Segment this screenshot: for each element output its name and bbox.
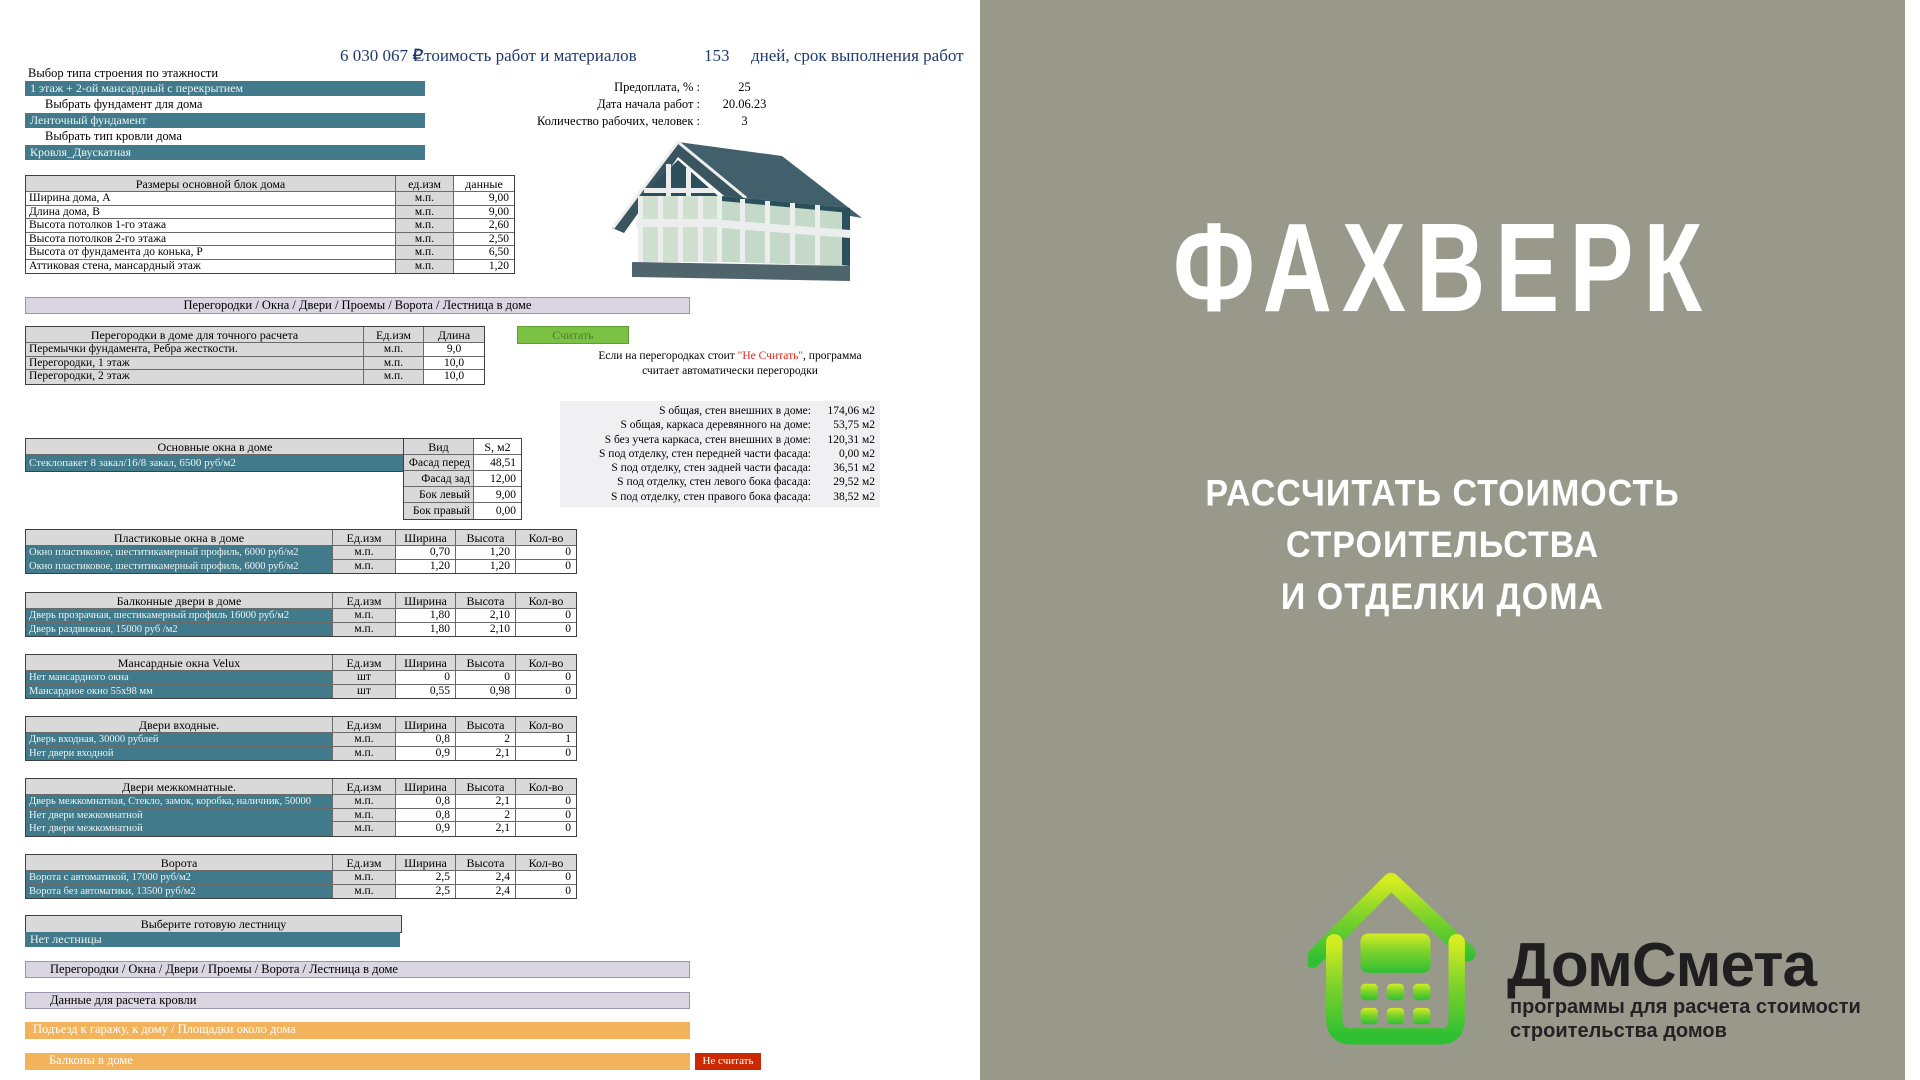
row-value[interactable]: 9,0 bbox=[424, 343, 484, 357]
table-row bbox=[26, 219, 514, 233]
row-unit: м.п. bbox=[364, 370, 424, 384]
table-header bbox=[26, 593, 576, 609]
table-title: Основные окна в доме bbox=[26, 439, 404, 455]
row-unit: м.п. bbox=[364, 343, 424, 357]
col-unit: Ед.изм bbox=[333, 779, 396, 795]
area-label: S общая, каркаса деревянного на доме: bbox=[620, 419, 811, 432]
item-height[interactable]: 0 bbox=[456, 671, 516, 685]
item-unit: шт bbox=[333, 671, 396, 685]
start-date-label: Дата начала работ : bbox=[597, 97, 700, 111]
item-width[interactable]: 0,8 bbox=[396, 795, 456, 809]
workers-value[interactable]: 3 bbox=[741, 114, 748, 128]
item-name[interactable]: Мансардное окно 55х98 мм bbox=[26, 685, 333, 699]
selector-roof-type[interactable]: Кровля_Двускатная bbox=[25, 145, 425, 160]
glazing-item[interactable]: Стеклопакет 8 закал/16/8 закал, 6500 руб/м2 bbox=[26, 455, 404, 471]
item-width[interactable]: 1,80 bbox=[396, 609, 456, 623]
prepayment-value[interactable]: 25 bbox=[738, 80, 751, 94]
row-unit: м.п. bbox=[364, 357, 424, 371]
item-width[interactable]: 0,9 bbox=[396, 747, 456, 761]
row-name: Перемычки фундамента, Ребра жесткости. bbox=[26, 343, 364, 357]
area-label: S под отделку, стен левого бока фасада: bbox=[617, 476, 811, 489]
row-name: Длина дома, В bbox=[26, 206, 396, 220]
main-windows-views bbox=[403, 438, 522, 520]
view-area: 12,00 bbox=[474, 471, 521, 487]
house-render bbox=[610, 132, 880, 292]
table-header bbox=[404, 439, 521, 455]
item-name[interactable]: Окно пластиковое, шеститикамерный профиль, 6000 руб/м2 bbox=[26, 546, 333, 560]
note-text-line2: считает автоматически перегородки bbox=[642, 365, 818, 377]
item-height[interactable]: 2,1 bbox=[456, 795, 516, 809]
calculate-button[interactable]: Считать bbox=[517, 326, 629, 344]
section-band-partitions-top[interactable]: Перегородки / Окна / Двери / Проемы / Ворота / Лестница в доме bbox=[25, 297, 690, 314]
table-row bbox=[26, 246, 514, 260]
table-title: Перегородки в доме для точного расчета bbox=[26, 327, 364, 343]
area-row bbox=[565, 404, 875, 418]
col-qty: Кол-во bbox=[516, 593, 576, 609]
col-height: Высота bbox=[456, 779, 516, 795]
table-row bbox=[404, 471, 521, 487]
col-height: Высота bbox=[456, 655, 516, 671]
stairs-selector[interactable]: Нет лестницы bbox=[25, 932, 400, 947]
item-qty[interactable]: 0 bbox=[516, 809, 576, 823]
prepayment-label: Предоплата, % : bbox=[614, 80, 700, 94]
row-unit: м.п. bbox=[396, 219, 454, 233]
item-name[interactable]: Нет двери межкомнатной bbox=[26, 809, 333, 823]
col-area: S, м2 bbox=[474, 439, 521, 455]
item-height[interactable]: 2,4 bbox=[456, 885, 516, 899]
col-data: данные bbox=[454, 176, 514, 192]
table-header bbox=[26, 655, 576, 671]
section-band-balconies[interactable]: Балконы в доме bbox=[25, 1053, 690, 1070]
note-text: , программа bbox=[803, 350, 862, 362]
do-not-count-button[interactable]: Не считать bbox=[695, 1053, 761, 1070]
item-unit: м.п. bbox=[333, 546, 396, 560]
col-unit: Ед.изм bbox=[333, 855, 396, 871]
stairs-table bbox=[25, 915, 402, 933]
row-name: Перегородки, 1 этаж bbox=[26, 357, 364, 371]
table-header bbox=[26, 327, 484, 343]
panel-subtitle-line: СТРОИТЕЛЬСТВА bbox=[1285, 524, 1600, 566]
row-name: Перегородки, 2 этаж bbox=[26, 370, 364, 384]
item-name[interactable]: Дверь раздвижная, 15000 руб /м2 bbox=[26, 623, 333, 637]
col-view: Вид bbox=[404, 439, 474, 455]
page-right-margin bbox=[1905, 0, 1920, 1080]
item-name[interactable]: Дверь входная, 30000 рублей bbox=[26, 733, 333, 747]
view-name: Бок левый bbox=[404, 487, 474, 503]
selector-label-foundation: Выбрать фундамент для дома bbox=[45, 97, 203, 111]
area-label: S под отделку, стен передней части фасада: bbox=[599, 447, 811, 460]
table-header bbox=[26, 439, 404, 455]
table-row bbox=[404, 503, 521, 519]
col-qty: Кол-во bbox=[516, 779, 576, 795]
brand-tagline-line1: программы для расчета стоимости bbox=[1510, 996, 1861, 1018]
section-band-driveway[interactable]: Подъезд к гаражу, к дому / Площадки около дома bbox=[25, 1022, 690, 1039]
col-length: Длина bbox=[424, 327, 484, 343]
table-row bbox=[26, 343, 484, 357]
area-row bbox=[565, 433, 875, 447]
table-row bbox=[26, 357, 484, 371]
days-label: дней, срок выполнения работ bbox=[751, 46, 964, 65]
table-row bbox=[404, 455, 521, 471]
row-value[interactable]: 1,20 bbox=[454, 260, 514, 274]
side-panel bbox=[980, 0, 1905, 1080]
table-row bbox=[26, 560, 576, 574]
row-unit: м.п. bbox=[396, 246, 454, 260]
brand-name: ДомСмета bbox=[1507, 931, 1816, 1000]
item-qty[interactable]: 0 bbox=[516, 822, 576, 836]
table-row bbox=[26, 809, 576, 823]
item-unit: м.п. bbox=[333, 747, 396, 761]
table-row bbox=[26, 685, 576, 699]
row-unit: м.п. bbox=[396, 206, 454, 220]
view-area: 0,00 bbox=[474, 503, 521, 519]
view-area: 48,51 bbox=[474, 455, 521, 471]
table-row bbox=[26, 822, 576, 836]
table-row bbox=[26, 795, 576, 809]
table-row bbox=[26, 747, 576, 761]
item-unit: м.п. bbox=[333, 623, 396, 637]
area-value: 120,31 м2 bbox=[827, 433, 875, 446]
item-unit: м.п. bbox=[333, 885, 396, 899]
item-qty[interactable]: 0 bbox=[516, 885, 576, 899]
partitions-note bbox=[552, 349, 908, 379]
item-name[interactable]: Дверь прозрачная, шестикамерный профиль 16000 руб/м2 bbox=[26, 609, 333, 623]
table-title: Размеры основной блок дома bbox=[26, 176, 396, 192]
item-unit: м.п. bbox=[333, 733, 396, 747]
row-name: Высота от фундамента до конька, Р bbox=[26, 246, 396, 260]
col-qty: Кол-во bbox=[516, 717, 576, 733]
item-width[interactable]: 0,8 bbox=[396, 809, 456, 823]
col-unit: Ед.изм bbox=[333, 593, 396, 609]
item-unit: м.п. bbox=[333, 871, 396, 885]
col-unit: Ед.изм bbox=[333, 530, 396, 546]
days-value: 153 bbox=[704, 46, 730, 65]
main-windows-table bbox=[25, 438, 405, 472]
area-value: 0,00 м2 bbox=[838, 447, 875, 460]
gates-table bbox=[25, 854, 577, 899]
area-value: 174,06 м2 bbox=[827, 405, 875, 417]
area-label: S под отделку, стен правого бока фасада: bbox=[611, 490, 811, 503]
col-height: Высота bbox=[456, 530, 516, 546]
areas-summary bbox=[560, 401, 880, 507]
table-title: Пластиковые окна в доме bbox=[26, 530, 333, 546]
note-red-text: "Не Считать" bbox=[737, 350, 804, 362]
table-row bbox=[404, 487, 521, 503]
row-name: Ширина дома, А bbox=[26, 192, 396, 206]
item-name[interactable]: Дверь межкомнатная, Стекло, замок, коробка, наличник, 50000 bbox=[26, 795, 333, 809]
panel-subtitle-line: И ОТДЕЛКИ ДОМА bbox=[1280, 575, 1605, 618]
table-row bbox=[26, 206, 514, 220]
dimensions-table bbox=[25, 175, 515, 274]
item-qty[interactable]: 0 bbox=[516, 671, 576, 685]
table-row bbox=[26, 546, 576, 560]
item-name[interactable]: Ворота с автоматикой, 17000 руб/м2 bbox=[26, 871, 333, 885]
table-title: Выберите готовую лестницу bbox=[26, 916, 401, 932]
selector-label-roof: Выбрать тип кровли дома bbox=[45, 129, 182, 143]
col-width: Ширина bbox=[396, 855, 456, 871]
item-width[interactable]: 0 bbox=[396, 671, 456, 685]
item-height[interactable]: 2 bbox=[456, 809, 516, 823]
item-height[interactable]: 1,20 bbox=[456, 546, 516, 560]
area-row bbox=[565, 447, 875, 461]
row-value[interactable]: 6,50 bbox=[454, 246, 514, 260]
item-qty[interactable]: 0 bbox=[516, 871, 576, 885]
col-height: Высота bbox=[456, 717, 516, 733]
area-row bbox=[565, 475, 875, 489]
roof-windows-table bbox=[25, 654, 577, 699]
area-value: 36,51 м2 bbox=[833, 462, 875, 475]
table-row bbox=[26, 192, 514, 206]
table-title: Балконные двери в доме bbox=[26, 593, 333, 609]
selector-storey-type[interactable]: 1 этаж + 2-ой мансардный с перекрытием bbox=[25, 81, 425, 96]
table-title: Мансардные окна Velux bbox=[26, 655, 333, 671]
section-band-partitions-bottom[interactable]: Перегородки / Окна / Двери / Проемы / Ворота / Лестница в доме bbox=[25, 961, 690, 978]
item-width[interactable]: 2,5 bbox=[396, 885, 456, 899]
col-unit: Ед.изм bbox=[333, 655, 396, 671]
item-height[interactable]: 0,98 bbox=[456, 685, 516, 699]
col-qty: Кол-во bbox=[516, 655, 576, 671]
area-value: 53,75 м2 bbox=[833, 419, 875, 432]
col-unit: Ед.изм bbox=[364, 327, 424, 343]
item-qty[interactable]: 0 bbox=[516, 747, 576, 761]
col-width: Ширина bbox=[396, 779, 456, 795]
table-header bbox=[26, 176, 514, 192]
item-width[interactable]: 1,20 bbox=[396, 560, 456, 574]
plastic-windows-table bbox=[25, 529, 577, 574]
col-height: Высота bbox=[456, 593, 516, 609]
area-label: S под отделку, стен задней части фасада: bbox=[611, 462, 811, 475]
item-height[interactable]: 2,1 bbox=[456, 822, 516, 836]
view-name: Фасад перед bbox=[404, 455, 474, 471]
item-width[interactable]: 2,5 bbox=[396, 871, 456, 885]
item-width[interactable]: 0,55 bbox=[396, 685, 456, 699]
col-unit: Ед.изм bbox=[333, 717, 396, 733]
table-header bbox=[26, 717, 576, 733]
item-unit: м.п. bbox=[333, 822, 396, 836]
item-unit: шт bbox=[333, 685, 396, 699]
selector-label-storey: Выбор типа строения по этажности bbox=[28, 66, 219, 80]
area-row bbox=[565, 418, 875, 432]
item-qty[interactable]: 0 bbox=[516, 546, 576, 560]
view-name: Бок правый bbox=[404, 503, 474, 519]
workers-label: Количество рабочих, человек : bbox=[536, 114, 700, 128]
table-title: Двери межкомнатные. bbox=[26, 779, 333, 795]
table-header bbox=[26, 530, 576, 546]
interior-doors-table bbox=[25, 778, 577, 837]
row-name: Высота потолков 2-го этажа bbox=[26, 233, 396, 247]
row-value[interactable]: 9,00 bbox=[454, 206, 514, 220]
col-width: Ширина bbox=[396, 717, 456, 733]
table-header bbox=[26, 779, 576, 795]
panel-subtitle-line: РАССЧИТАТЬ СТОИМОСТЬ bbox=[1205, 472, 1680, 515]
area-row bbox=[565, 490, 875, 504]
col-height: Высота bbox=[456, 855, 516, 871]
item-qty[interactable]: 0 bbox=[516, 560, 576, 574]
row-value[interactable]: 9,00 bbox=[454, 192, 514, 206]
item-unit: м.п. bbox=[333, 795, 396, 809]
item-name[interactable]: Ворота без автоматики, 13500 руб/м2 bbox=[26, 885, 333, 899]
table-row bbox=[26, 733, 576, 747]
view-area: 9,00 bbox=[474, 487, 521, 503]
area-value: 38,52 м2 bbox=[833, 490, 875, 503]
item-name[interactable]: Нет двери входной bbox=[26, 747, 333, 761]
table-title: Двери входные. bbox=[26, 717, 333, 733]
area-value: 29,52 м2 bbox=[833, 476, 875, 489]
balcony-doors-table bbox=[25, 592, 577, 637]
total-cost-value: 6 030 067 ₽ bbox=[340, 46, 424, 65]
row-unit: м.п. bbox=[396, 233, 454, 247]
col-qty: Кол-во bbox=[516, 855, 576, 871]
row-name: Аттиковая стена, мансардный этаж bbox=[26, 260, 396, 274]
item-qty[interactable]: 1 bbox=[516, 733, 576, 747]
note-text: Если на перегородках стоит bbox=[598, 350, 738, 362]
item-qty[interactable]: 0 bbox=[516, 623, 576, 637]
table-header bbox=[26, 855, 576, 871]
table-row bbox=[26, 623, 576, 637]
item-height[interactable]: 2,10 bbox=[456, 609, 516, 623]
row-value[interactable]: 2,50 bbox=[454, 233, 514, 247]
item-name[interactable]: Нет двери межкомнатной bbox=[26, 822, 333, 836]
row-unit: м.п. bbox=[396, 260, 454, 274]
panel-subtitle bbox=[980, 468, 1905, 623]
entrance-doors-table bbox=[25, 716, 577, 761]
selector-foundation[interactable]: Ленточный фундамент bbox=[25, 113, 425, 128]
item-qty[interactable]: 0 bbox=[516, 609, 576, 623]
view-name: Фасад зад bbox=[404, 471, 474, 487]
col-qty: Кол-во bbox=[516, 530, 576, 546]
item-unit: м.п. bbox=[333, 809, 396, 823]
col-width: Ширина bbox=[396, 530, 456, 546]
row-name: Высота потолков 1-го этажа bbox=[26, 219, 396, 233]
area-label: S без учета каркаса, стен внешних в доме: bbox=[604, 433, 811, 446]
section-band-roof-data[interactable]: Данные для расчета кровли bbox=[25, 992, 690, 1009]
table-row bbox=[26, 455, 404, 471]
partitions-table bbox=[25, 326, 485, 385]
start-date-value[interactable]: 20.06.23 bbox=[722, 97, 767, 111]
item-name[interactable]: Нет мансардного окна bbox=[26, 671, 333, 685]
table-row bbox=[26, 260, 514, 274]
brand-tagline-line2: строительства домов bbox=[1510, 1020, 1727, 1042]
row-value[interactable]: 10,0 bbox=[424, 357, 484, 371]
table-row bbox=[26, 871, 576, 885]
item-width[interactable]: 1,80 bbox=[396, 623, 456, 637]
item-height[interactable]: 2,10 bbox=[456, 623, 516, 637]
item-width[interactable]: 0,8 bbox=[396, 733, 456, 747]
area-row bbox=[565, 461, 875, 475]
item-height[interactable]: 2,4 bbox=[456, 871, 516, 885]
item-width[interactable]: 0,70 bbox=[396, 546, 456, 560]
item-height[interactable]: 2 bbox=[456, 733, 516, 747]
table-row bbox=[26, 370, 484, 384]
table-title: Ворота bbox=[26, 855, 333, 871]
row-value[interactable]: 2,60 bbox=[454, 219, 514, 233]
item-qty[interactable]: 0 bbox=[516, 795, 576, 809]
table-header bbox=[26, 916, 401, 932]
item-unit: м.п. bbox=[333, 609, 396, 623]
domsmeta-logo-icon bbox=[1308, 868, 1483, 1058]
item-height[interactable]: 2,1 bbox=[456, 747, 516, 761]
item-unit: м.п. bbox=[333, 560, 396, 574]
row-value[interactable]: 10,0 bbox=[424, 370, 484, 384]
item-width[interactable]: 0,9 bbox=[396, 822, 456, 836]
area-label: S общая, стен внешних в доме: bbox=[659, 405, 811, 417]
item-name[interactable]: Окно пластиковое, шеститикамерный профиль, 6000 руб/м2 bbox=[26, 560, 333, 574]
col-width: Ширина bbox=[396, 593, 456, 609]
table-row bbox=[26, 885, 576, 899]
col-unit: ед.изм bbox=[396, 176, 454, 192]
table-row bbox=[26, 233, 514, 247]
table-row bbox=[26, 671, 576, 685]
row-unit: м.п. bbox=[396, 192, 454, 206]
item-qty[interactable]: 0 bbox=[516, 685, 576, 699]
col-width: Ширина bbox=[396, 655, 456, 671]
panel-title: ФАХВЕРК bbox=[1173, 197, 1712, 339]
table-row bbox=[26, 609, 576, 623]
total-cost-label: Стоимость работ и материалов bbox=[413, 46, 637, 65]
item-height[interactable]: 1,20 bbox=[456, 560, 516, 574]
